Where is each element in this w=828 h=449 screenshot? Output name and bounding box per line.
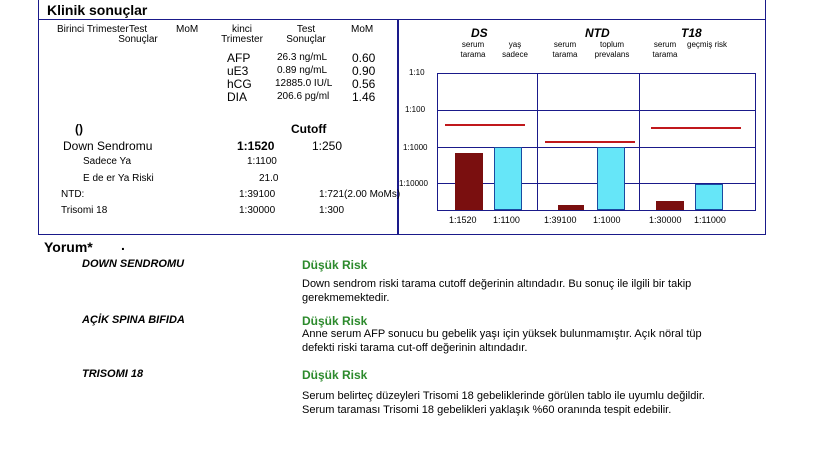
down-value: 1:1520 [237, 139, 275, 153]
paren-label: () [75, 122, 83, 136]
chart-bar-label: geçmiş risk [687, 40, 728, 49]
yorum-item-name: AÇİK SPINA BIFIDA [82, 314, 185, 326]
yorum-item-line: gerekmemektedir. [302, 292, 390, 304]
marker-mom: 0.90 [352, 64, 376, 78]
marker-result: 12885.0 IU/L [275, 78, 333, 89]
chart-bar-serum [656, 201, 684, 210]
chart-value-label: 1:30000 [649, 215, 682, 225]
marker-mom: 0.56 [352, 77, 376, 91]
cutoff-header: Cutoff [291, 122, 327, 136]
yorum-item-line: Serum belirteç düzeyleri Trisomi 18 gebeliklerinde görülen tablo ile uyumlu değildir. [302, 390, 705, 402]
chart-bar-reference [695, 184, 723, 210]
yorum-item-line: defekti riski tarama cut-off değerinin altındadır. [302, 342, 528, 354]
chart-value-label: 1:11000 [694, 215, 726, 225]
chart-bar-label: serum tarama [460, 40, 486, 59]
chart-bar-label: serum tarama [652, 40, 678, 59]
chart-cutoff-line [445, 124, 525, 126]
yorum-title: Yorum* [44, 239, 93, 255]
marker-test: uE3 [227, 64, 249, 78]
t18-value: 1:30000 [239, 205, 276, 216]
yorum-item-line: Anne serum AFP sonucu bu gebelik yaşı için yüksek bulunmamıştır. Açık nöral tüp [302, 328, 702, 340]
chart-bar-label: toplum prevalans [594, 40, 630, 59]
marker-mom: 1.46 [352, 90, 376, 104]
first-trimester-header: Birinci Trimester [57, 24, 129, 35]
first-test-header: Test Sonuçlar [118, 24, 158, 45]
second-mom-header: MoM [351, 24, 374, 35]
second-trimester-header: kinci Trimester [221, 24, 263, 45]
chart-gridline [437, 147, 755, 148]
results-frame [38, 0, 766, 235]
chart-baseline [437, 210, 755, 211]
marker-test: DIA [227, 90, 248, 104]
marker-result: 206.6 pg/ml [277, 91, 330, 102]
t18-cutoff: 1:300 [319, 205, 345, 216]
chart-axis-right [755, 73, 756, 211]
chart-cutoff-line [651, 127, 741, 129]
yorum-item-line: Serum taraması Trisomi 18 gebelikleri yaklaşık %60 oranında tespit edebilir. [302, 404, 672, 416]
marker-mom: 0.60 [352, 51, 376, 65]
chart-axis-left [437, 73, 438, 211]
chart-value-label: 1:39100 [544, 215, 577, 225]
second-test-header: Test Sonuçlar [286, 24, 326, 45]
chart-y-tick: 1:100 [405, 105, 426, 114]
yorum-item-risk: Düşük Risk [302, 258, 368, 272]
marker-test: AFP [227, 51, 251, 65]
age-risk-label: E de er Ya Riski [83, 173, 154, 184]
yorum-item-name: DOWN SENDROMU [82, 258, 185, 270]
header-bar [39, 0, 765, 20]
yorum-item-risk: Düşük Risk [302, 314, 368, 328]
down-label: Down Sendromu [63, 139, 153, 153]
chart-bar-serum [558, 205, 584, 210]
chart-bar-reference [494, 147, 522, 210]
age-risk-value: 21.0 [259, 173, 279, 184]
t18-label: Trisomi 18 [61, 205, 108, 216]
chart-value-label: 1:1100 [493, 215, 520, 225]
chart-cutoff-line [545, 141, 635, 143]
chart-y-tick: 1:1000 [403, 143, 428, 152]
yorum-item-risk: Düşük Risk [302, 368, 368, 382]
chart-group-title: NTD [585, 26, 610, 40]
chart-bar-reference [597, 147, 625, 210]
age-only-label: Sadece Ya [83, 156, 132, 167]
ntd-cutoff: 1:721(2.00 MoMs) [319, 189, 401, 200]
chart-value-label: 1:1520 [449, 215, 477, 225]
yorum-dot: . [121, 237, 125, 253]
marker-test: hCG [227, 77, 252, 91]
ntd-value: 1:39100 [239, 189, 276, 200]
ntd-label: NTD: [61, 189, 85, 200]
yorum-item-line: Down sendrom riski tarama cutoff değerinin altındadır. Bu sonuç ile ilgili bir takip [302, 278, 692, 290]
marker-result: 26.3 ng/mL [277, 52, 328, 63]
chart-bar-label: yaş sadece [502, 40, 528, 59]
marker-result: 0.89 ng/mL [277, 65, 328, 76]
chart-bar-label: serum tarama [552, 40, 578, 59]
chart-group-title: DS [471, 26, 488, 40]
chart-value-label: 1:1000 [593, 215, 621, 225]
chart-separator [639, 73, 640, 211]
page-title: Klinik sonuçlar [47, 2, 148, 18]
chart-gridline [437, 110, 755, 111]
chart-bar-serum [455, 153, 483, 210]
age-only-value: 1:1100 [247, 156, 277, 167]
chart-y-tick: 1:10000 [399, 179, 428, 188]
chart-group-title: T18 [681, 26, 702, 40]
chart-separator [537, 73, 538, 211]
down-cutoff: 1:250 [312, 139, 343, 153]
chart-gridline [437, 73, 755, 74]
vertical-divider [397, 20, 399, 235]
yorum-item-name: TRISOMI 18 [82, 368, 144, 380]
first-mom-header: MoM [176, 24, 199, 35]
chart-y-tick: 1:10 [409, 68, 425, 77]
